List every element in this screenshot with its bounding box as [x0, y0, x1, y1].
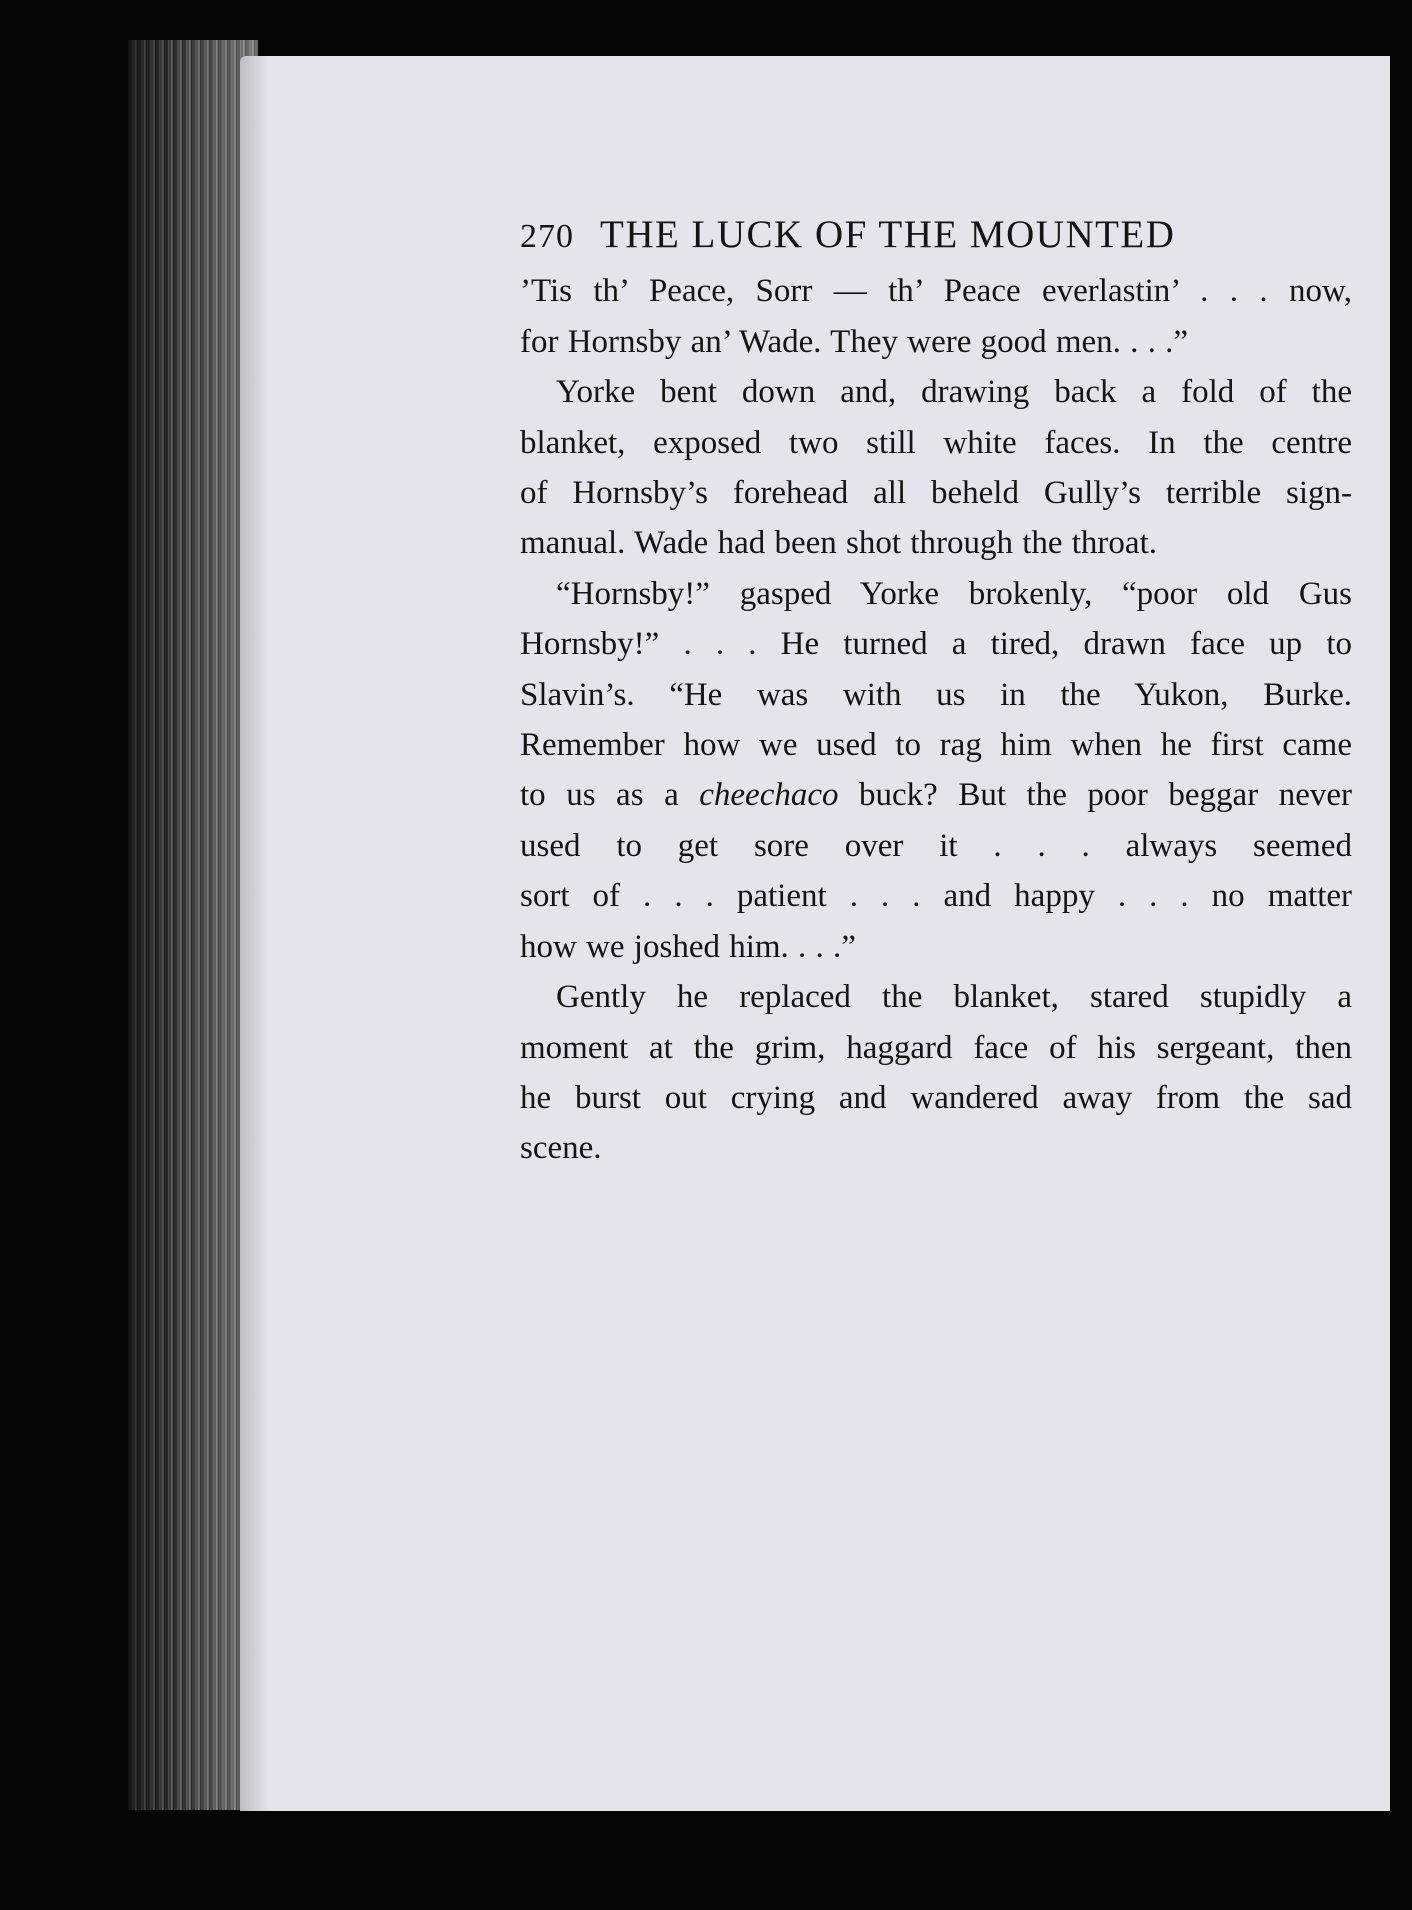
- text-line: Slavin’s. “He was with us in the Yukon, Burke.: [520, 676, 1352, 713]
- page-gutter-shadow: [240, 56, 270, 1811]
- page-number: 270: [520, 218, 574, 255]
- paragraph-4: [520, 972, 1352, 1174]
- text-line: used to get sore over it . . . always seemed: [520, 827, 1352, 864]
- text-line: “Hornsby!” gasped Yorke brokenly, “poor old Gus: [556, 575, 1352, 612]
- running-head: [520, 210, 1352, 262]
- running-title: THE LUCK OF THE MOUNTED: [600, 213, 1176, 256]
- text-line: manual. Wade had been shot through the throat.: [520, 525, 1157, 562]
- text-line: Gently he replaced the blanket, stared stupidly a: [556, 979, 1352, 1016]
- text-line: Yorke bent down and, drawing back a fold of the: [556, 374, 1352, 411]
- text-line: moment at the grim, haggard face of his sergeant, then: [520, 1029, 1352, 1066]
- text-line: of Hornsby’s forehead all beheld Gully’s terrible sign-: [520, 475, 1352, 512]
- text-line: Remember how we used to rag him when he first came: [520, 727, 1352, 764]
- text-line: scene.: [520, 1130, 602, 1167]
- text-line: sort of . . . patient . . . and happy . . . no matter: [520, 878, 1352, 915]
- text-line: blanket, exposed two still white faces. In the centre: [520, 424, 1352, 461]
- page-text: [520, 210, 1352, 1174]
- text-line: ’Tis th’ Peace, Sorr — th’ Peace everlastin’ . . . now,: [520, 273, 1352, 310]
- text-line: he burst out crying and wandered away from the sad: [520, 1079, 1352, 1116]
- text-segment: to us as a: [520, 777, 700, 814]
- italic-word: cheechaco: [699, 777, 839, 814]
- text-segment: buck? But the poor beggar never: [838, 777, 1352, 814]
- text-line: how we joshed him. . . .”: [520, 928, 856, 965]
- text-line: Hornsby!” . . . He turned a tired, drawn face up to: [520, 626, 1352, 663]
- text-line: for Hornsby an’ Wade. They were good men. . . .”: [520, 323, 1189, 360]
- text-line: [520, 770, 1352, 820]
- paragraph-1: [520, 266, 1352, 367]
- book-page-edges: [128, 40, 258, 1810]
- paragraph-2: [520, 367, 1352, 569]
- paragraph-3: [520, 569, 1352, 972]
